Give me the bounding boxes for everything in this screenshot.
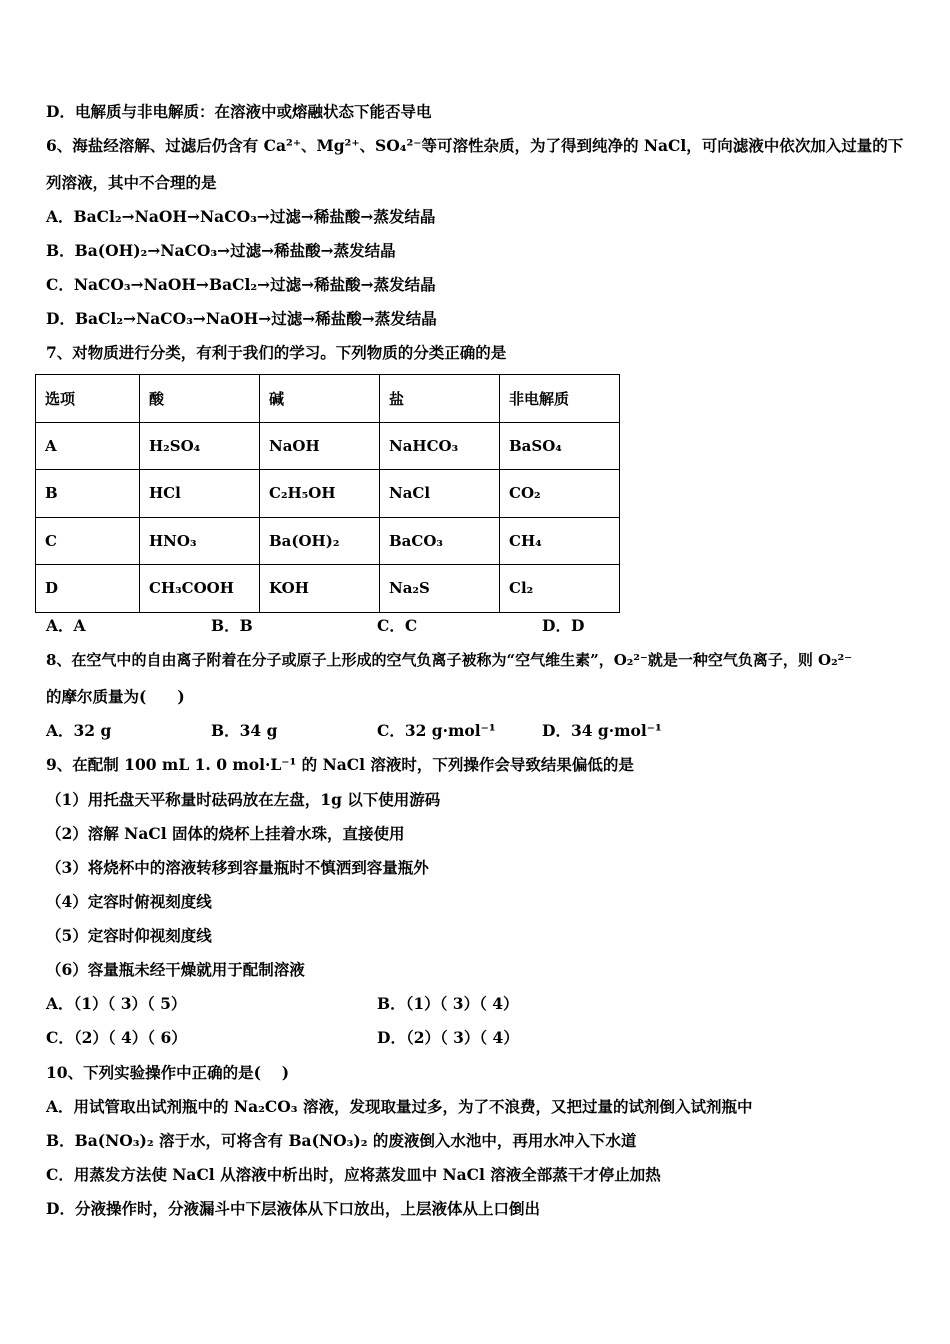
q10-stem: 10、下列实验操作中正确的是( ) [46, 1063, 290, 1082]
q5-option-d: D．电解质与非电解质：在溶液中或熔融状态下能否导电 [46, 102, 432, 121]
q6-stem-cont: 列溶液，其中不合理的是 [46, 173, 217, 192]
q8-option-d: D．34 g·mol⁻¹ [542, 721, 662, 740]
q9-item-6: （6）容量瓶未经干燥就用于配制溶液 [46, 960, 305, 979]
table-cell: H₂SO₄ [140, 422, 260, 470]
q9-stem: 9、在配制 100 mL 1. 0 mol·L⁻¹ 的 NaCl 溶液时，下列操作会导致结果偏低的是 [46, 755, 634, 774]
table-header-row [36, 375, 620, 423]
table-cell: 选项 [36, 375, 140, 423]
q10-option-b: B．Ba(NO₃)₂ 溶于水，可将含有 Ba(NO₃)₂ 的废液倒入水池中，再用水冲入下水道 [46, 1131, 637, 1150]
table-cell: Ba(OH)₂ [260, 517, 380, 565]
table-cell: HNO₃ [140, 517, 260, 565]
table-cell: D [36, 565, 140, 613]
q9-item-5: （5）定容时仰视刻度线 [46, 926, 212, 945]
table-cell: BaCO₃ [380, 517, 500, 565]
q9-option-c: C．（2）（ 4）（ 6） [46, 1028, 187, 1047]
classification-table [35, 374, 620, 613]
table-cell: B [36, 470, 140, 518]
q8-stem: 8、在空气中的自由离子附着在分子或原子上形成的空气负离子被称为“空气维生素”，O₂²⁻就是一种空气负离子，则 O₂²⁻ [46, 651, 853, 669]
q7-option-d: D．D [542, 616, 585, 635]
q10-option-d: D．分液操作时，分液漏斗中下层液体从下口放出，上层液体从上口倒出 [46, 1199, 540, 1218]
table-cell: CH₄ [500, 517, 620, 565]
table-row [36, 565, 620, 613]
table-cell: C₂H₅OH [260, 470, 380, 518]
table-cell: Na₂S [380, 565, 500, 613]
q7-stem: 7、对物质进行分类，有利于我们的学习。下列物质的分类正确的是 [46, 343, 507, 362]
table-cell: 酸 [140, 375, 260, 423]
q8-option-c: C．32 g·mol⁻¹ [377, 721, 496, 740]
q7-option-c: C．C [377, 616, 418, 635]
q10-option-c: C．用蒸发方法使 NaCl 从溶液中析出时，应将蒸发皿中 NaCl 溶液全部蒸干才停止加热 [46, 1165, 661, 1184]
q8-option-a: A．32 g [46, 721, 112, 740]
table-cell: NaCl [380, 470, 500, 518]
q8-option-b: B．34 g [211, 721, 278, 740]
q9-item-1: （1）用托盘天平称量时砝码放在左盘，1g 以下使用游码 [46, 790, 441, 809]
q6-option-d: D．BaCl₂→NaCO₃→NaOH→过滤→稀盐酸→蒸发结晶 [46, 309, 437, 328]
table-row [36, 422, 620, 470]
table-cell: CO₂ [500, 470, 620, 518]
table-cell: Cl₂ [500, 565, 620, 613]
table-cell: BaSO₄ [500, 422, 620, 470]
q6-option-b: B．Ba(OH)₂→NaCO₃→过滤→稀盐酸→蒸发结晶 [46, 241, 396, 260]
q7-option-a: A．A [46, 616, 86, 635]
q8-stem-cont: 的摩尔质量为( ) [46, 687, 185, 706]
q9-option-b: B．（1）（ 3）（ 4） [377, 994, 519, 1013]
table-cell: A [36, 422, 140, 470]
table-cell: NaOH [260, 422, 380, 470]
q6-option-c: C．NaCO₃→NaOH→BaCl₂→过滤→稀盐酸→蒸发结晶 [46, 275, 436, 294]
q6-stem: 6、海盐经溶解、过滤后仍含有 Ca²⁺、Mg²⁺、SO₄²⁻等可溶性杂质，为了得到纯净的 NaCl，可向滤液中依次加入过量的下 [46, 136, 904, 155]
table-row [36, 470, 620, 518]
table-cell: 盐 [380, 375, 500, 423]
q9-item-3: （3）将烧杯中的溶液转移到容量瓶时不慎洒到容量瓶外 [46, 858, 429, 877]
q9-option-a: A．（1）（ 3）（ 5） [46, 994, 187, 1013]
table-cell: 非电解质 [500, 375, 620, 423]
table-cell: 碱 [260, 375, 380, 423]
q9-item-4: （4）定容时俯视刻度线 [46, 892, 212, 911]
table-cell: KOH [260, 565, 380, 613]
table-cell: C [36, 517, 140, 565]
table-cell: NaHCO₃ [380, 422, 500, 470]
table-cell: HCl [140, 470, 260, 518]
q7-option-b: B．B [211, 616, 253, 635]
table-row [36, 517, 620, 565]
q9-option-d: D．（2）（ 3）（ 4） [377, 1028, 519, 1047]
q10-option-a: A．用试管取出试剂瓶中的 Na₂CO₃ 溶液，发现取量过多，为了不浪费，又把过量的试剂倒入试剂瓶中 [46, 1097, 753, 1116]
table-cell: CH₃COOH [140, 565, 260, 613]
q6-option-a: A．BaCl₂→NaOH→NaCO₃→过滤→稀盐酸→蒸发结晶 [46, 207, 436, 226]
q9-item-2: （2）溶解 NaCl 固体的烧杯上挂着水珠，直接使用 [46, 824, 405, 843]
